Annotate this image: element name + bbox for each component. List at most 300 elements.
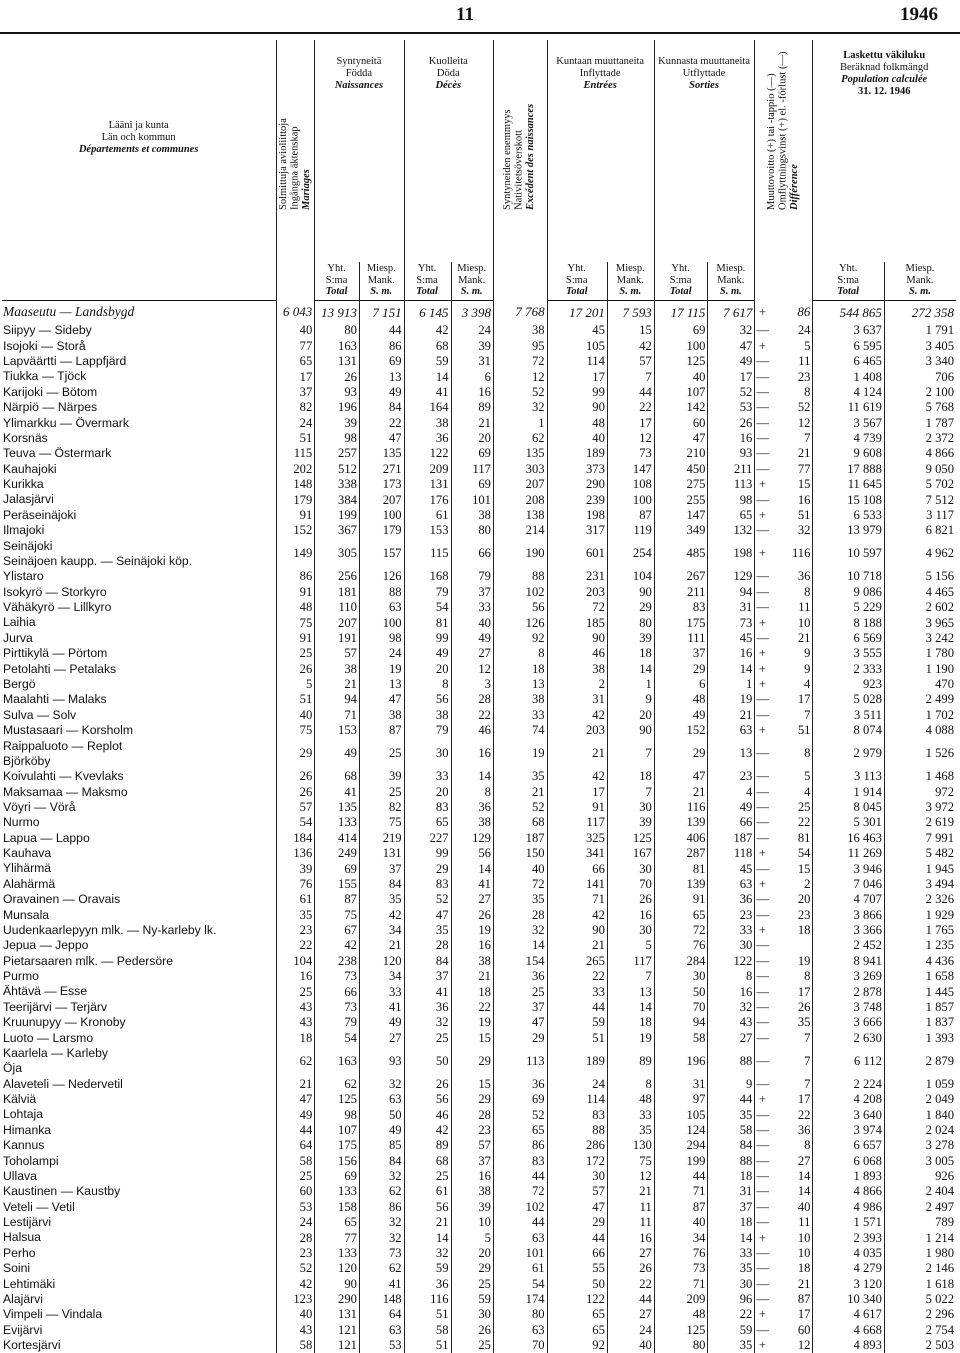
in-migration-male-cell: 29 (607, 600, 654, 615)
in-migration-cell: 265 (547, 953, 607, 968)
population-male-cell: 3 340 (884, 354, 956, 369)
out-migration-cell: 60 (654, 415, 708, 430)
births-male-cell: 25 (359, 784, 404, 799)
marriages-cell: 184 (277, 830, 315, 845)
in-migration-male-cell: 73 (607, 446, 654, 461)
commune-name: Lestijärvi (2, 1215, 277, 1230)
deaths-male-cell: 29 (451, 1092, 493, 1107)
deaths-male-cell: 16 (451, 738, 493, 769)
births-male-cell: 100 (359, 508, 404, 523)
deaths-cell: 38 (404, 415, 451, 430)
in-migration-male-cell: 15 (607, 323, 654, 338)
population-cell: 11 269 (813, 846, 884, 861)
table-row (2, 431, 956, 446)
population-cell: 9 608 (813, 446, 884, 461)
deaths-cell: 59 (404, 1261, 451, 1276)
difference-cell: 51 (770, 723, 812, 738)
marriages-cell: 91 (277, 631, 315, 646)
natural-increase-cell: 150 (493, 846, 547, 861)
commune-name: Koivulahti — Kvevlaks (2, 769, 277, 784)
out-migration-male-cell: 14 (708, 661, 755, 676)
deaths-male-cell: 21 (451, 969, 493, 984)
population-cell: 2 630 (813, 1030, 884, 1045)
population-male-cell: 1 445 (884, 984, 956, 999)
births-male-cell: 24 (359, 646, 404, 661)
commune-name: Ylimarkku — Övermark (2, 415, 277, 430)
deaths-header-fr: Décès (406, 80, 491, 92)
births-cell: 257 (315, 446, 360, 461)
in-migration-male-cell: 26 (607, 1261, 654, 1276)
deaths-cell: 36 (404, 1276, 451, 1291)
out-migration-male-cell: 53 (708, 400, 755, 415)
in-migration-cell: 40 (547, 431, 607, 446)
out-migration-male-cell: 44 (708, 1092, 755, 1107)
population-cell: 4 986 (813, 1199, 884, 1214)
difference-sign-cell: + (755, 1338, 771, 1353)
in-migration-cell: 141 (547, 877, 607, 892)
births-male-cell: 131 (359, 846, 404, 861)
deaths-cell: 79 (404, 584, 451, 599)
in-migration-male-cell: 39 (607, 631, 654, 646)
in-migration-cell: 290 (547, 477, 607, 492)
table-row (2, 1215, 956, 1230)
population-cell: 1 408 (813, 369, 884, 384)
in-migration-cell: 44 (547, 1000, 607, 1015)
out-migration-cell: 76 (654, 938, 708, 953)
in-migration-male-cell: 70 (607, 877, 654, 892)
deaths-cell: 54 (404, 600, 451, 615)
out-migration-cell: 6 (654, 677, 708, 692)
difference-sign-cell: — (755, 523, 771, 538)
in-migration-cell: 203 (547, 723, 607, 738)
in-migration-male-cell: 117 (607, 953, 654, 968)
commune-name: Purmo (2, 969, 277, 984)
difference-cell: 52 (770, 400, 812, 415)
difference-cell: 35 (770, 1015, 812, 1030)
in-migration-cell: 99 (547, 385, 607, 400)
population-male-cell: 2 146 (884, 1261, 956, 1276)
commune-name: Tiukka — Tjöck (2, 369, 277, 384)
natural-increase-cell: 44 (493, 1215, 547, 1230)
population-cell: 10 597 (813, 538, 884, 569)
out-migration-male-cell: 26 (708, 415, 755, 430)
out-migration-male-cell: 1 (708, 677, 755, 692)
natural-increase-cell: 102 (493, 584, 547, 599)
table-row (2, 969, 956, 984)
deaths-cell: 81 (404, 615, 451, 630)
table-row (2, 615, 956, 630)
deaths-male-cell: 38 (451, 508, 493, 523)
out-migration-male-cell: 36 (708, 892, 755, 907)
population-male-cell: 4 962 (884, 538, 956, 569)
deaths-male-cell: 38 (451, 953, 493, 968)
population-male-cell: 5 702 (884, 477, 956, 492)
births-male-cell: 62 (359, 1261, 404, 1276)
commune-name: Maksamaa — Maksmo (2, 784, 277, 799)
out-migration-male-cell: 45 (708, 631, 755, 646)
in-migration-male-cell: 40 (607, 1338, 654, 1353)
marriages-cell: 91 (277, 584, 315, 599)
out-migration-male-cell: 9 (708, 1076, 755, 1091)
in-migration-male-cell: 90 (607, 584, 654, 599)
subheader-total-fr: Total (406, 286, 449, 298)
natural-increase-cell: 54 (493, 1276, 547, 1291)
commune-name: Närpiö — Närpes (2, 400, 277, 415)
difference-sign-cell: — (755, 1138, 771, 1153)
natural-increase-cell: 13 (493, 677, 547, 692)
deaths-male-cell: 37 (451, 584, 493, 599)
out-migration-male-cell: 58 (708, 1123, 755, 1138)
in-migration-male-cell: 7 (607, 784, 654, 799)
in-migration-cell: 203 (547, 584, 607, 599)
out-migration-male-cell: 18 (708, 1169, 755, 1184)
difference-cell: 26 (770, 1000, 812, 1015)
difference-header-sv: Omflyttningsvinst (+) el. -förlust (—) (778, 52, 789, 210)
births-cell: 155 (315, 877, 360, 892)
difference-sign-cell: — (755, 461, 771, 476)
natural-increase-cell: 21 (493, 784, 547, 799)
in-migration-male-cell: 147 (607, 461, 654, 476)
deaths-cell: 209 (404, 461, 451, 476)
natural-increase-cell: 12 (493, 369, 547, 384)
population-total-subheader (813, 262, 884, 301)
births-cell: 94 (315, 692, 360, 707)
population-table (2, 40, 956, 1353)
births-male-cell: 49 (359, 1123, 404, 1138)
out-migration-cell: 49 (654, 707, 708, 722)
table-row (2, 707, 956, 722)
difference-sign-cell: — (755, 892, 771, 907)
out-migration-male-cell: 211 (708, 461, 755, 476)
population-cell: 2 878 (813, 984, 884, 999)
difference-sign-cell: — (755, 692, 771, 707)
difference-sign-cell: — (755, 1322, 771, 1337)
population-male-cell: 3 405 (884, 338, 956, 353)
marriages-cell: 58 (277, 1338, 315, 1353)
population-male-cell: 4 436 (884, 953, 956, 968)
in-migration-male-cell: 8 (607, 1076, 654, 1091)
marriages-cell: 65 (277, 354, 315, 369)
population-male-cell: 7 991 (884, 830, 956, 845)
marriages-cell: 48 (277, 600, 315, 615)
deaths-male-cell: 40 (451, 615, 493, 630)
deaths-male-cell: 20 (451, 431, 493, 446)
natural-increase-cell: 1 (493, 415, 547, 430)
difference-sign-cell: — (755, 1076, 771, 1091)
population-cell: 2 333 (813, 661, 884, 676)
population-male-cell: 1 945 (884, 861, 956, 876)
deaths-male-cell: 69 (451, 446, 493, 461)
natural-increase-cell: 44 (493, 1169, 547, 1184)
difference-cell: 12 (770, 1338, 812, 1353)
deaths-cell: 8 (404, 677, 451, 692)
in-migration-male-cell: 7 (607, 738, 654, 769)
total-difference-sign: + (755, 301, 771, 324)
population-male-cell: 1 618 (884, 1276, 956, 1291)
out-migration-cell: 209 (654, 1292, 708, 1307)
in-migration-cell: 31 (547, 692, 607, 707)
in-migration-male-cell: 7 (607, 369, 654, 384)
natural-increase-cell: 74 (493, 723, 547, 738)
marriages-header-fi: Solmittuja avioliittoja (278, 118, 289, 210)
subheader-male-fr: S. m. (709, 286, 752, 298)
births-cell: 121 (315, 1338, 360, 1353)
births-cell: 65 (315, 1215, 360, 1230)
natural-increase-column-header (493, 40, 547, 301)
table-row (2, 477, 956, 492)
subheader-total-fr: Total (656, 286, 706, 298)
out-migration-cell: 107 (654, 385, 708, 400)
out-migration-cell: 125 (654, 1322, 708, 1337)
subheader-total-fi: Yht. (549, 263, 605, 275)
difference-header-fi: Muuttovoitto (+) tai -tappio (—) (766, 73, 777, 210)
deaths-male-cell: 6 (451, 369, 493, 384)
natural-increase-cell: 56 (493, 600, 547, 615)
marriages-cell: 40 (277, 707, 315, 722)
difference-cell: 22 (770, 815, 812, 830)
out-migration-cell: 124 (654, 1123, 708, 1138)
difference-cell: 21 (770, 446, 812, 461)
commune-name: Vimpeli — Vindala (2, 1307, 277, 1322)
population-male-cell: 5 482 (884, 846, 956, 861)
population-header-fi: Laskettu väkiluku (814, 50, 954, 62)
out-migration-total-subheader (654, 262, 708, 301)
commune-name: Ylistaro (2, 569, 277, 584)
subheader-male-fi: Miesp. (886, 263, 954, 275)
difference-cell: 22 (770, 1107, 812, 1122)
commune-name: Himanka (2, 1123, 277, 1138)
out-migration-cell: 125 (654, 354, 708, 369)
births-cell: 163 (315, 338, 360, 353)
deaths-cell: 68 (404, 1153, 451, 1168)
births-cell: 73 (315, 969, 360, 984)
births-male-cell: 27 (359, 1030, 404, 1045)
out-migration-cell: 255 (654, 492, 708, 507)
population-male-cell: 4 088 (884, 723, 956, 738)
in-migration-cell: 122 (547, 1292, 607, 1307)
difference-sign-cell: — (755, 600, 771, 615)
population-cell: 1 571 (813, 1215, 884, 1230)
in-migration-male-cell: 11 (607, 1215, 654, 1230)
out-migration-cell: 210 (654, 446, 708, 461)
table-row (2, 692, 956, 707)
difference-sign-cell: — (755, 784, 771, 799)
difference-cell: 21 (770, 1276, 812, 1291)
table-row (2, 738, 956, 769)
deaths-male-cell: 28 (451, 1107, 493, 1122)
natural-increase-cell: 154 (493, 953, 547, 968)
in-migration-male-cell: 75 (607, 1153, 654, 1168)
out-migration-male-cell: 129 (708, 569, 755, 584)
population-male-cell: 9 050 (884, 461, 956, 476)
births-cell: 290 (315, 1292, 360, 1307)
difference-sign-cell: — (755, 1015, 771, 1030)
commune-name: Oravainen — Oravais (2, 892, 277, 907)
commune-name: Kruunupyy — Kronoby (2, 1015, 277, 1030)
marriages-cell: 152 (277, 523, 315, 538)
in-migration-cell: 601 (547, 538, 607, 569)
deaths-male-cell: 15 (451, 1076, 493, 1091)
in-migration-male-cell: 22 (607, 400, 654, 415)
table-row (2, 584, 956, 599)
in-migration-cell: 46 (547, 646, 607, 661)
out-migration-cell: 76 (654, 1246, 708, 1261)
births-cell: 121 (315, 1322, 360, 1337)
out-migration-header-fi: Kunnasta muuttaneita (656, 56, 753, 68)
difference-sign-cell: — (755, 431, 771, 446)
table-row (2, 415, 956, 430)
natural-increase-cell: 35 (493, 892, 547, 907)
in-migration-cell: 48 (547, 415, 607, 430)
deaths-cell: 46 (404, 1107, 451, 1122)
commune-name: Kälviä (2, 1092, 277, 1107)
births-cell: 93 (315, 385, 360, 400)
difference-cell: 36 (770, 569, 812, 584)
marriages-cell: 58 (277, 1153, 315, 1168)
in-migration-cell: 317 (547, 523, 607, 538)
natural-increase-header-fi: Syntyneiden enemmyys (502, 109, 513, 210)
in-migration-male-cell: 1 (607, 677, 654, 692)
births-male-subheader (359, 262, 404, 301)
population-cell: 8 045 (813, 800, 884, 815)
out-migration-cell: 34 (654, 1230, 708, 1245)
deaths-male-cell: 69 (451, 477, 493, 492)
difference-sign-cell: — (755, 369, 771, 384)
births-cell: 125 (315, 1092, 360, 1107)
subheader-male-fi: Miesp. (361, 263, 402, 275)
births-male-cell: 50 (359, 1107, 404, 1122)
out-migration-cell: 450 (654, 461, 708, 476)
births-male-cell: 126 (359, 569, 404, 584)
in-migration-cell: 90 (547, 631, 607, 646)
out-migration-male-cell: 22 (708, 1307, 755, 1322)
births-male-cell: 84 (359, 1153, 404, 1168)
births-cell: 196 (315, 400, 360, 415)
difference-sign-cell: — (755, 938, 771, 953)
difference-cell: 8 (770, 584, 812, 599)
difference-cell: 14 (770, 1169, 812, 1184)
in-migration-cell: 114 (547, 1092, 607, 1107)
marriages-cell: 23 (277, 923, 315, 938)
in-migration-male-cell: 44 (607, 1292, 654, 1307)
population-cell: 16 463 (813, 830, 884, 845)
deaths-cell: 37 (404, 969, 451, 984)
population-cell: 3 567 (813, 415, 884, 430)
out-migration-male-cell: 16 (708, 646, 755, 661)
table-row (2, 1169, 956, 1184)
births-header-sv: Födda (316, 68, 401, 80)
population-cell: 3 269 (813, 969, 884, 984)
marriages-cell: 75 (277, 615, 315, 630)
deaths-cell: 50 (404, 1046, 451, 1077)
difference-sign-cell: + (755, 477, 771, 492)
deaths-male-cell: 16 (451, 385, 493, 400)
difference-sign-cell: + (755, 646, 771, 661)
difference-cell: 11 (770, 600, 812, 615)
natural-increase-cell: 174 (493, 1292, 547, 1307)
commune-name: Vöyri — Vörå (2, 800, 277, 815)
difference-sign-cell: — (755, 354, 771, 369)
in-migration-cell: 22 (547, 969, 607, 984)
marriages-cell: 29 (277, 738, 315, 769)
out-migration-cell: 48 (654, 692, 708, 707)
table-row (2, 1153, 956, 1168)
out-migration-cell: 199 (654, 1153, 708, 1168)
deaths-cell: 227 (404, 830, 451, 845)
out-migration-male-cell: 32 (708, 323, 755, 338)
total-in-migration: 17 201 (547, 301, 607, 324)
difference-sign-cell: + (755, 338, 771, 353)
population-cell: 5 301 (813, 815, 884, 830)
births-male-cell: 75 (359, 815, 404, 830)
table-row (2, 1000, 956, 1015)
table-body (2, 301, 956, 1353)
out-migration-cell: 30 (654, 969, 708, 984)
population-male-cell: 7 512 (884, 492, 956, 507)
population-cell: 3 946 (813, 861, 884, 876)
in-migration-male-cell: 21 (607, 1184, 654, 1199)
table-row (2, 907, 956, 922)
births-male-cell: 49 (359, 385, 404, 400)
difference-sign-cell: — (755, 984, 771, 999)
out-migration-header-sv: Utflyttade (656, 68, 753, 80)
table-row (2, 1123, 956, 1138)
births-cell: 67 (315, 923, 360, 938)
marriages-cell: 21 (277, 1076, 315, 1091)
deaths-cell: 25 (404, 1030, 451, 1045)
births-male-cell: 135 (359, 446, 404, 461)
births-cell: 249 (315, 846, 360, 861)
population-cell: 17 888 (813, 461, 884, 476)
table-row (2, 877, 956, 892)
births-cell: 199 (315, 508, 360, 523)
births-header-fr: Naissances (316, 80, 401, 92)
in-migration-cell: 65 (547, 1322, 607, 1337)
births-male-cell: 53 (359, 1338, 404, 1353)
out-migration-male-cell: 33 (708, 1246, 755, 1261)
deaths-cell: 49 (404, 646, 451, 661)
out-migration-cell: 40 (654, 1215, 708, 1230)
table-row (2, 830, 956, 845)
marriages-cell: 91 (277, 508, 315, 523)
commune-name: Ylihärmä (2, 861, 277, 876)
in-migration-male-cell: 30 (607, 861, 654, 876)
difference-sign-cell: — (755, 1292, 771, 1307)
births-male-cell: 42 (359, 907, 404, 922)
difference-sign-cell: — (755, 815, 771, 830)
out-migration-male-cell: 30 (708, 938, 755, 953)
difference-cell: 21 (770, 631, 812, 646)
births-male-cell: 41 (359, 1276, 404, 1291)
in-migration-male-cell: 80 (607, 615, 654, 630)
in-migration-cell: 44 (547, 1230, 607, 1245)
deaths-male-cell: 57 (451, 1138, 493, 1153)
marriages-cell: 202 (277, 461, 315, 476)
out-migration-cell: 47 (654, 431, 708, 446)
marriages-cell: 179 (277, 492, 315, 507)
in-migration-male-cell: 17 (607, 415, 654, 430)
subheader-total-fi: Yht. (814, 263, 881, 275)
population-cell: 923 (813, 677, 884, 692)
deaths-male-cell: 66 (451, 538, 493, 569)
population-cell: 6 595 (813, 338, 884, 353)
births-column-header (315, 40, 404, 262)
table-row (2, 846, 956, 861)
births-cell: 41 (315, 784, 360, 799)
table-row (2, 338, 956, 353)
population-male-cell: 2 326 (884, 892, 956, 907)
population-cell: 2 224 (813, 1076, 884, 1091)
